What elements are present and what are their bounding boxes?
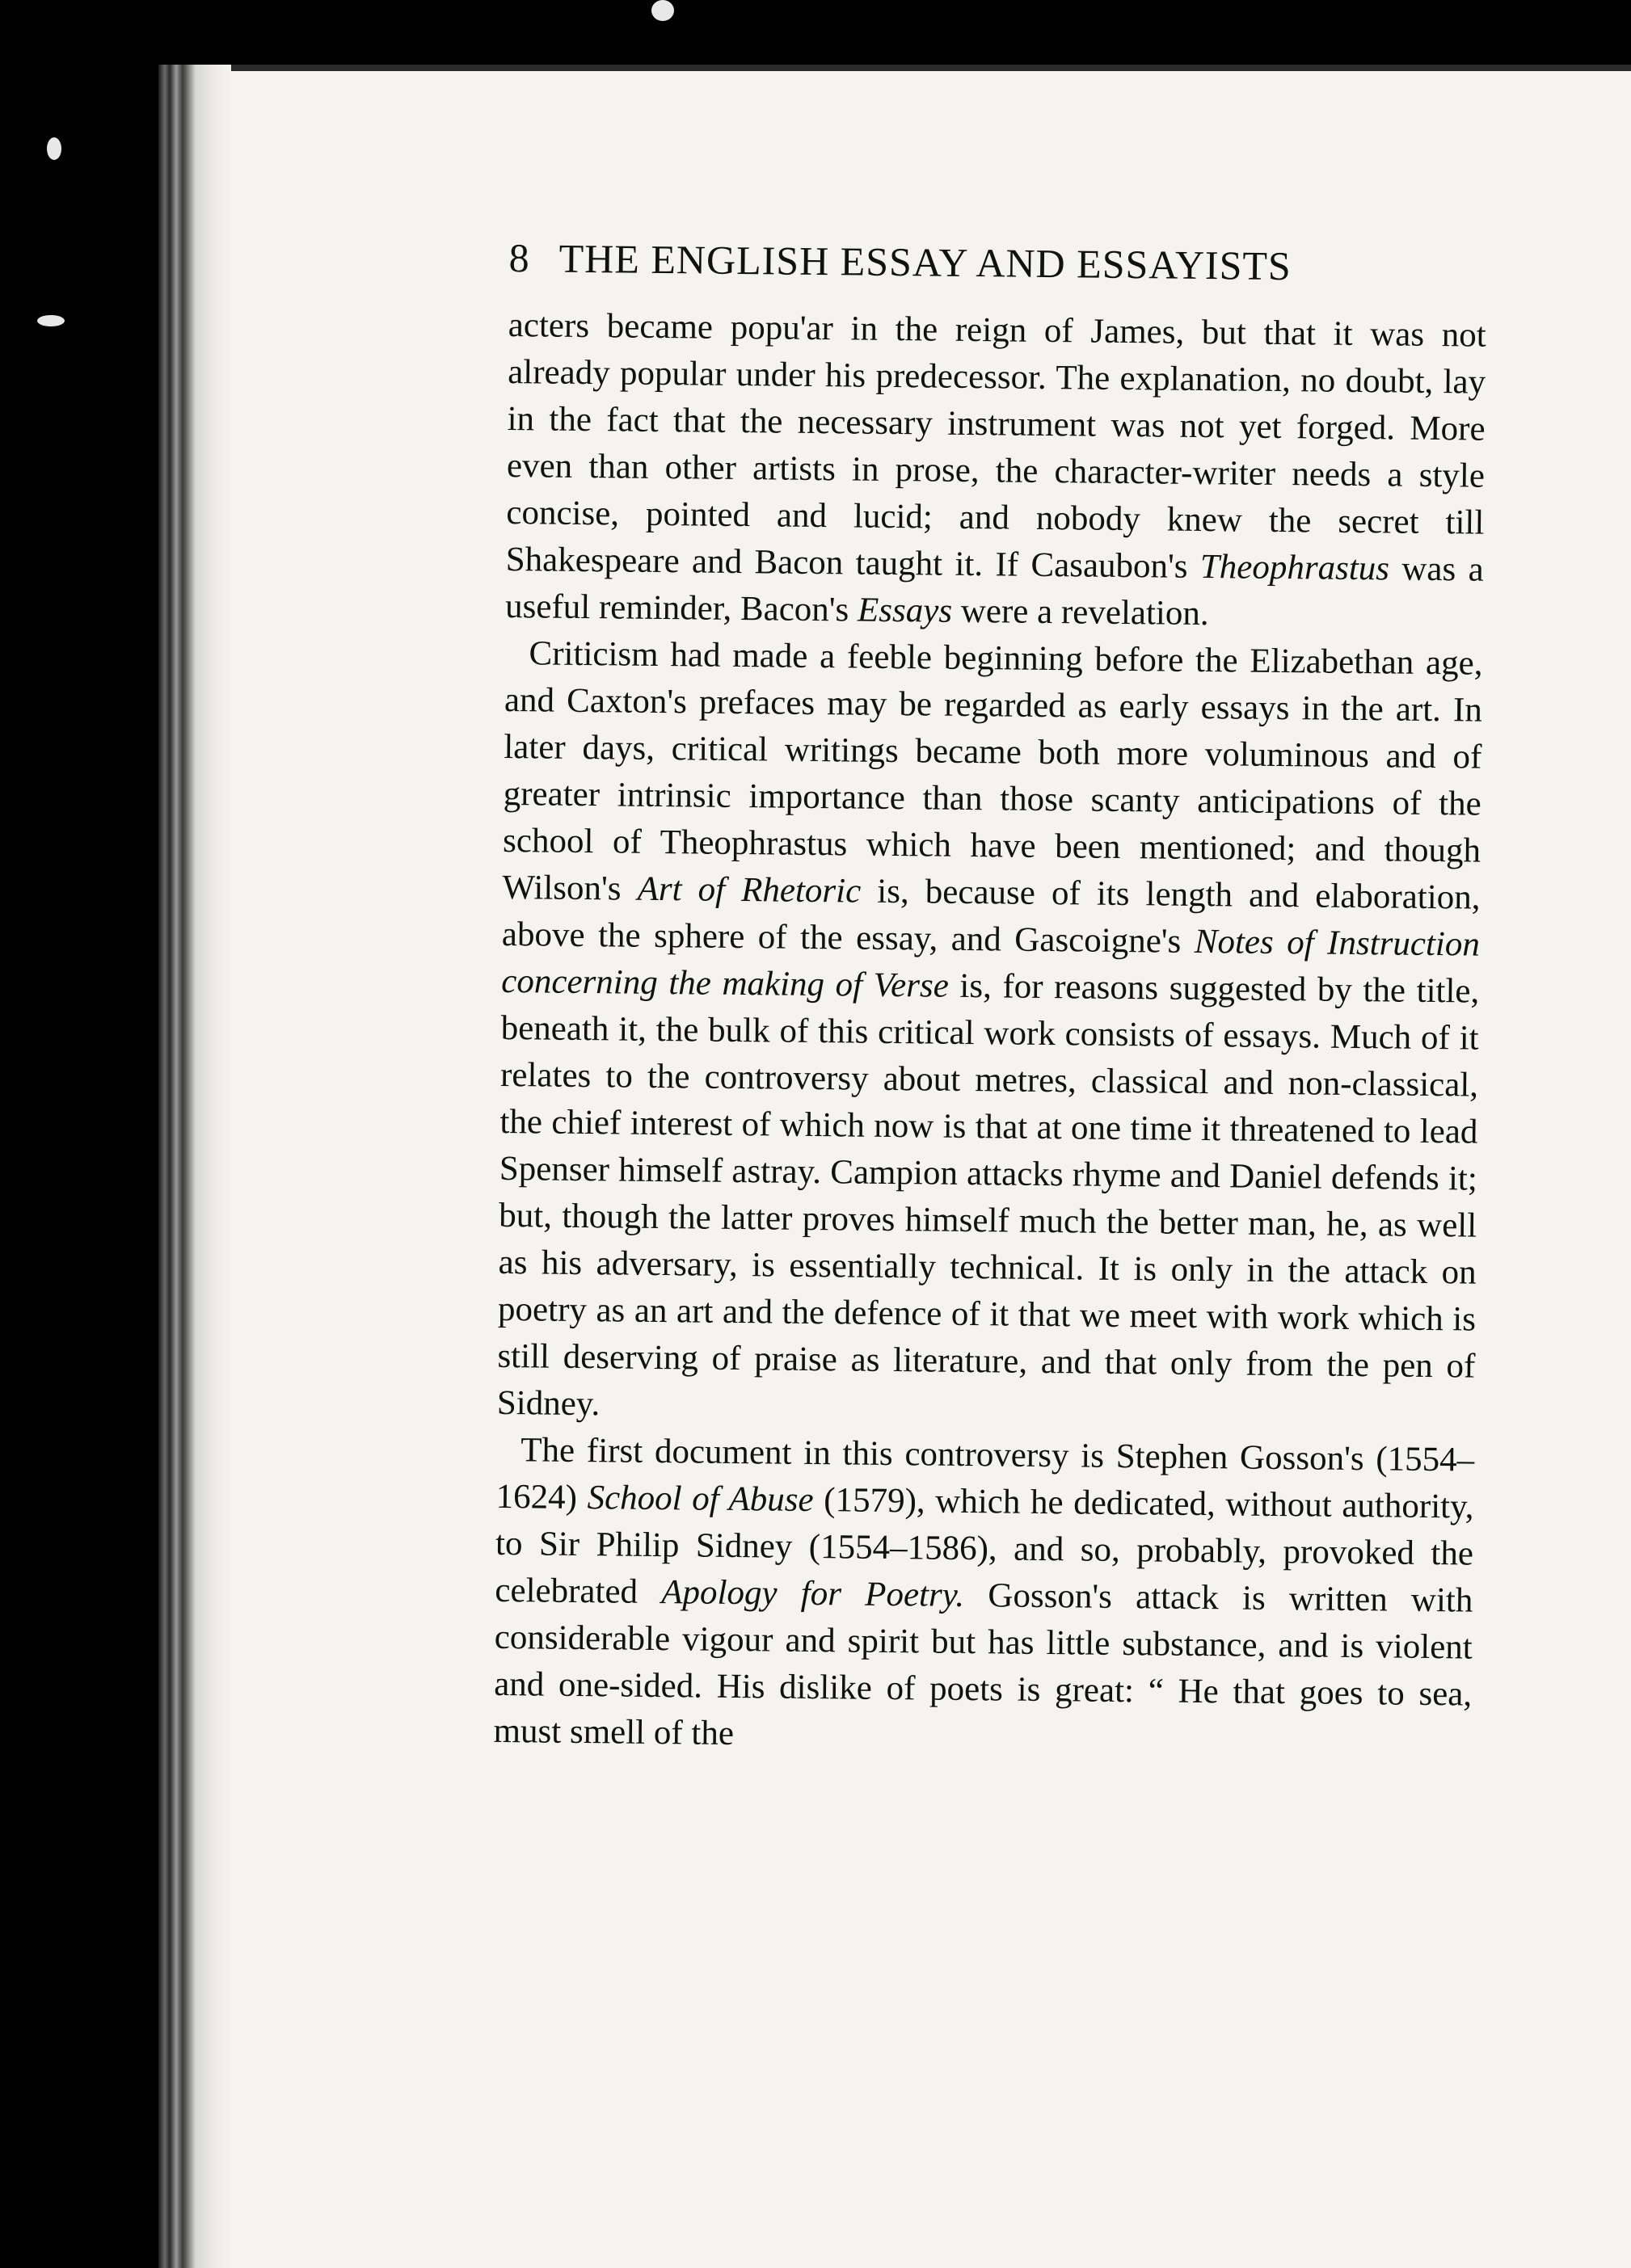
- running-head: [508, 234, 1487, 292]
- page-content: [493, 234, 1487, 1765]
- paragraph-3: [493, 1427, 1474, 1765]
- text-run: is, for reasons suggested by the title, beneath it, the bulk of this critical work consists of essays. Much of it relates to the controversy about metres, classical and non-classical, the chief interest of which now is that at one time it threatened to lead Spenser himself astray. Campion attacks rhyme and Daniel defends it; but, though the latter proves himself much the better man, he, as well as his adversary, is essentially technical. It is only in the attack on poetry as an art and the defence of it that we meet with work which is still deserving of praise as literature, and that only from the pen of Sidney.: [496, 966, 1480, 1424]
- book-gutter: [158, 65, 231, 2268]
- page-number: 8: [508, 234, 530, 281]
- text-run-italic: Art of Rhetoric: [637, 869, 862, 911]
- text-run: was a useful reminder, Bacon's: [504, 549, 1484, 629]
- text-run: is, because of its length and elaboration, above the sphere of the essay, and Gascoigne's: [501, 872, 1481, 961]
- text-run: were a revelation.: [951, 591, 1209, 633]
- text-run-italic: Essays: [857, 591, 953, 630]
- scan-speck: [47, 137, 61, 160]
- text-run: The first document in this controversy is Stephen Gosson's (1554–1624): [495, 1431, 1475, 1517]
- text-run: Criticism had made a feeble beginning before the Elizabethan age, and Caxton's prefaces may be regarded as early essays in the art. In later days, critical writings became both more voluminous and of greater intrinsic importance than those scanty anticipations of the school of Theophrastus which have been mentioned; and though Wilson's: [502, 634, 1483, 908]
- running-title: THE ENGLISH ESSAY AND ESSAYISTS: [558, 235, 1292, 289]
- text-run: (1579), which he dedicated, without authority, to Sir Philip Sidney (1554–1586), and so, probably, provoked the celebrated: [495, 1481, 1474, 1612]
- text-run-italic: Apology for Poetry.: [661, 1573, 965, 1614]
- text-run: Gosson's attack is written with considerable vigour and spirit but has little substance, and is violent and one-sided. His dislike of poets is great: “ He that goes to sea, must smell of the: [493, 1576, 1473, 1753]
- text-run-italic: School of Abuse: [587, 1479, 814, 1520]
- text-run-italic: Theophrastus: [1199, 547, 1390, 588]
- paragraph-2: [497, 630, 1483, 1437]
- scan-speck: [37, 315, 65, 326]
- text-run: acters became popu'ar in the reign of James, but that it was not already popular under his predecessor. The explanation, no doubt, lay in the fact that the necessary instrument was not yet forged. More even than other artists in prose, the character-writer needs a style concise, pointed and lucid; and nobody knew the secret till Shakespeare and Bacon taught it. If Casaubon's: [505, 305, 1487, 586]
- scan-speck: [651, 0, 674, 21]
- text-run-italic: Notes of Instruction concerning the making of Verse: [501, 922, 1481, 1005]
- paragraph-1: [505, 302, 1486, 641]
